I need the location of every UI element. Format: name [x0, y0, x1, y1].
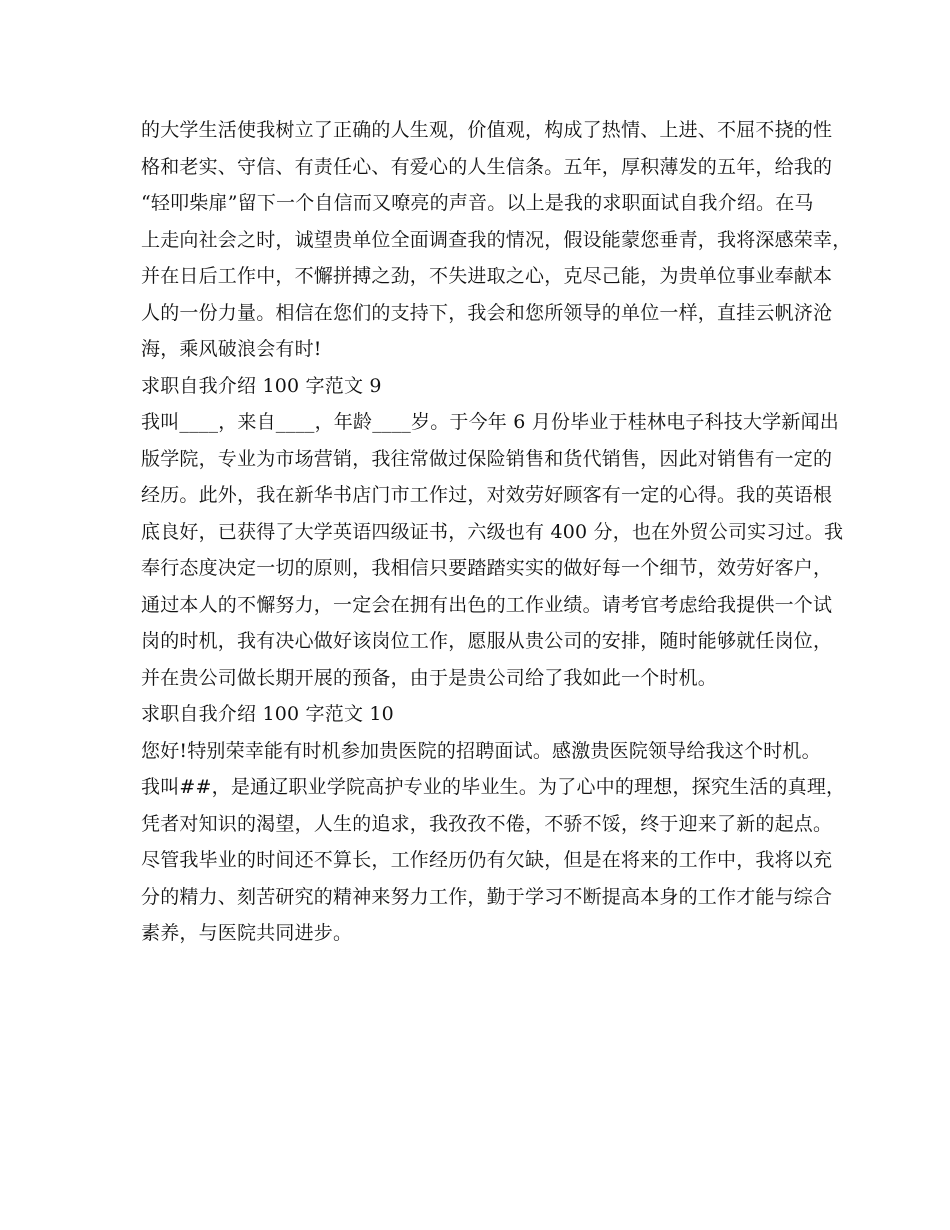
- paragraph-line: 人的一份力量。相信在您们的支持下，我会和您所领导的单位一样，直挂云帆济沧: [141, 301, 833, 324]
- paragraph-line: 经历。此外，我在新华书店门市工作过，对效劳好顾客有一定的心得。我的英语根: [141, 484, 833, 506]
- paragraph-line: 通过本人的不懈努力，一定会在拥有出色的工作业绩。请考官考虑给我提供一个试: [141, 593, 833, 616]
- section-heading-10: 求职自我介绍 100 字范文 10: [141, 703, 394, 725]
- paragraph-line: 并在日后工作中，不懈拼搏之劲，不失进取之心，克尽己能，为贵单位事业奉献本: [141, 265, 833, 287]
- paragraph-line: 底良好，已获得了大学英语四级证书，六级也有 400 分，也在外贸公司实习过。我: [141, 520, 844, 543]
- paragraph-line: 海，乘风破浪会有时!: [141, 338, 322, 360]
- paragraph-line: 岗的时机，我有决心做好该岗位工作，愿服从贵公司的安排，随时能够就任岗位，: [141, 630, 833, 652]
- paragraph-line: 奉行态度决定一切的原则，我相信只要踏踏实实的做好每一个细节，效劳好客户，: [141, 557, 833, 579]
- paragraph-line: 您好!特别荣幸能有时机参加贵医院的招聘面试。感激贵医院领导给我这个时机。: [141, 739, 821, 762]
- paragraph-line: 素养，与医院共同进步。: [141, 922, 353, 944]
- paragraph-line: 分的精力、刻苦研究的精神来努力工作，勤于学习不断提高本身的工作才能与综合: [141, 885, 833, 908]
- paragraph-line: “轻叩柴扉”留下一个自信而又嘹亮的声音。以上是我的求职面试自我介绍。在马: [141, 192, 814, 214]
- paragraph-line: 的大学生活使我树立了正确的人生观，价值观，构成了热情、上进、不屈不挠的性: [141, 119, 833, 141]
- paragraph-line: 版学院，专业为市场营销，我往常做过保险销售和货代销售，因此对销售有一定的: [141, 447, 833, 470]
- paragraph-line: 上走向社会之时，诚望贵单位全面调查我的情况，假设能蒙您垂青，我将深感荣幸，: [141, 228, 852, 251]
- paragraph-line: 我叫____，来自____，年龄____岁。于今年 6 月份毕业于桂林电子科技大学新闻出: [141, 411, 839, 433]
- paragraph-line: 格和老实、守信、有责任心、有爱心的人生信条。五年，厚积薄发的五年，给我的: [141, 155, 833, 178]
- section-heading-9: 求职自我介绍 100 字范文 9: [141, 374, 382, 397]
- paragraph-line: 凭者对知识的渴望，人生的追求，我孜孜不倦，不骄不馁，终于迎来了新的起点。: [141, 812, 833, 835]
- paragraph-line: 并在贵公司做长期开展的预备，由于是贵公司给了我如此一个时机。: [141, 666, 718, 689]
- document-body: [141, 112, 852, 952]
- paragraph-line: 尽管我毕业的时间还不算长，工作经历仍有欠缺，但是在将来的工作中，我将以充: [141, 849, 833, 871]
- paragraph-line: 我叫##，是通辽职业学院高护专业的毕业生。为了心中的理想，探究生活的真理，: [141, 776, 846, 798]
